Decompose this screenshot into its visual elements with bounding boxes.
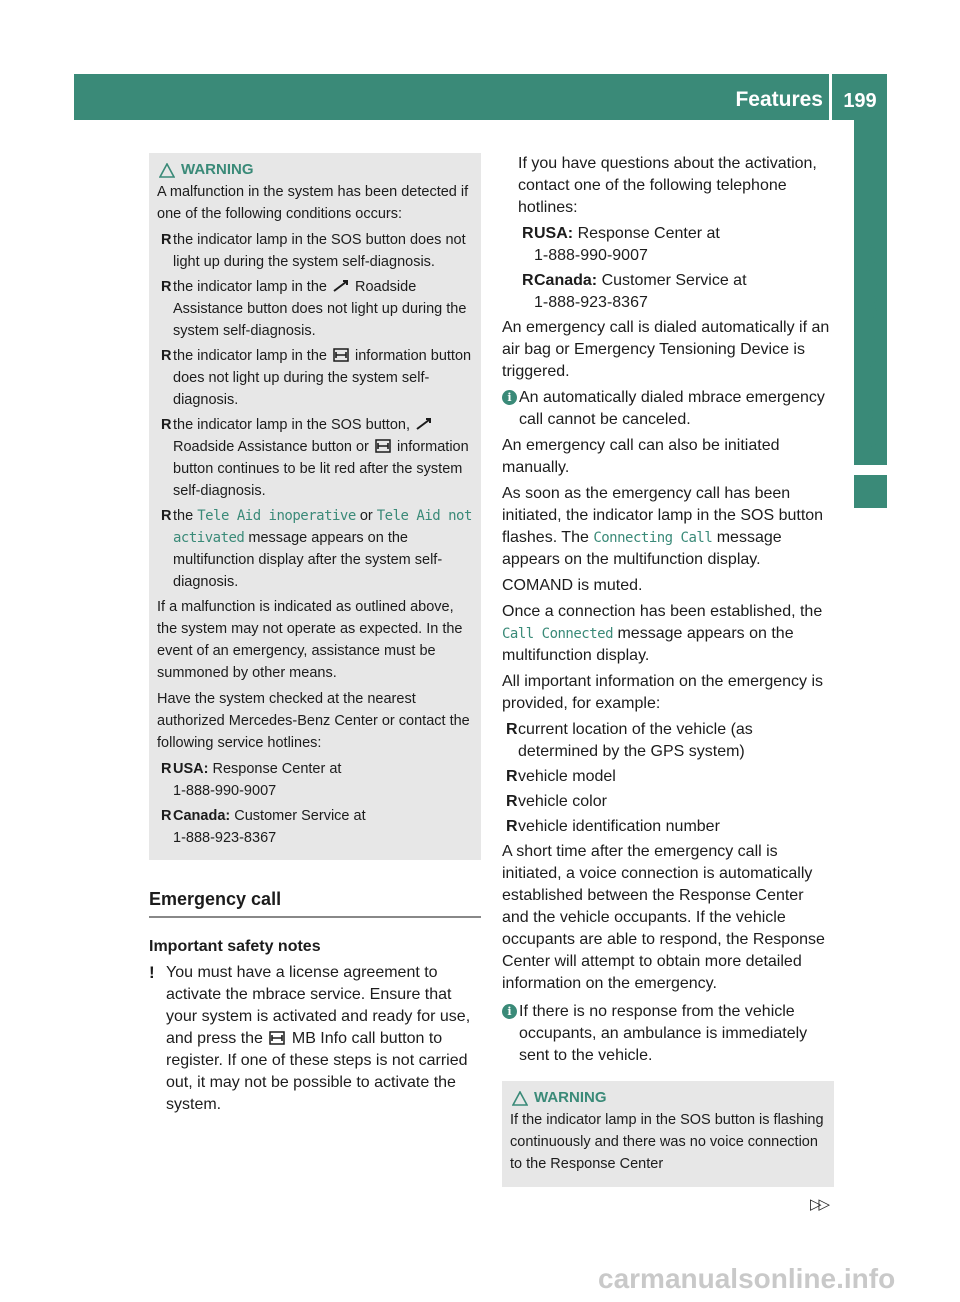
warning-triangle-icon bbox=[159, 163, 175, 178]
paragraph: An emergency call is dialed automatically if an air bag or Emergency Tensioning Device is triggered. bbox=[502, 319, 830, 380]
warning-intro: A malfunction in the system has been detected if one of the following conditions occurs: bbox=[157, 184, 469, 222]
bullet-marker: R bbox=[161, 808, 172, 824]
list-item-text: vehicle identification number bbox=[518, 818, 720, 835]
header-bar bbox=[74, 74, 887, 120]
paragraph-text: Once a connection has been established, the bbox=[502, 603, 823, 620]
display-message: Connecting Call bbox=[593, 530, 713, 546]
hotline-text: Customer Service at bbox=[601, 272, 747, 289]
warning-box bbox=[502, 1081, 834, 1187]
bullet-marker: R bbox=[506, 818, 518, 835]
list-item bbox=[502, 766, 834, 788]
warning-text: If the indicator lamp in the SOS button is flashing continuously and there was no voice connection to the Response Center bbox=[510, 1112, 824, 1172]
caution-note bbox=[149, 962, 481, 1116]
hotline-label: Canada: bbox=[534, 272, 598, 289]
subsection-title: Important safety notes bbox=[149, 938, 321, 955]
bullet-marker: R bbox=[161, 348, 172, 364]
section-title: Emergency call bbox=[149, 888, 481, 918]
bullet-marker: R bbox=[506, 793, 518, 810]
right-column bbox=[502, 153, 834, 1187]
bullet-marker: R bbox=[161, 417, 172, 433]
note-text: An automatically dialed mbrace emergency call cannot be canceled. bbox=[519, 389, 825, 428]
display-message: Tele Aid inoperative bbox=[197, 508, 356, 524]
list-item bbox=[157, 805, 473, 849]
paragraph: COMAND is muted. bbox=[502, 577, 643, 594]
continued-arrow-icon: ▷▷ bbox=[810, 1196, 828, 1213]
paragraph-text: As soon as the emergency call has been initiated, the indicator lamp in the SOS button flashes. The bbox=[502, 485, 824, 546]
side-tab-label: Stowing and features bbox=[859, 243, 882, 457]
note-text: You must have a license agreement to activate the mbrace service. Ensure that your system is activated and ready for use, and press the bbox=[166, 964, 471, 1047]
list-item-text: information button continues to be lit red after the system self-diagnosis. bbox=[173, 439, 469, 499]
list-item-text: the indicator lamp in the bbox=[173, 348, 327, 364]
caution-icon: ! bbox=[149, 963, 155, 982]
list-item bbox=[502, 791, 834, 813]
list-item bbox=[157, 758, 473, 802]
note-text: If there is no response from the vehicle occupants, an ambulance is immediately sent to the vehicle. bbox=[519, 1003, 808, 1064]
warning-triangle-icon bbox=[512, 1091, 528, 1106]
list-item-text: or bbox=[359, 508, 373, 524]
phone-number: 1-888-990-9007 bbox=[173, 783, 277, 799]
hotline-text: Response Center at bbox=[577, 225, 720, 242]
left-column bbox=[149, 153, 481, 1120]
bullet-marker: R bbox=[506, 768, 518, 785]
watermark: carmanualsonline.info bbox=[598, 1263, 896, 1294]
list-item-text: the indicator lamp in the SOS button does not light up during the system self-diagnosis. bbox=[173, 232, 466, 270]
info-icon: i bbox=[502, 1004, 517, 1019]
info-note bbox=[502, 1001, 834, 1067]
list-item-text: Roadside Assistance button does not light up during the system self-diagnosis. bbox=[173, 279, 467, 339]
bullet-marker: R bbox=[161, 508, 172, 524]
bullet-marker: R bbox=[161, 232, 172, 248]
list-item bbox=[518, 270, 834, 314]
page-number: 199 bbox=[843, 90, 877, 112]
paragraph: A short time after the emergency call is initiated, a voice connection is automatically established between the Response Center and the vehicle occupants. If the vehicle occupants are able to respond, the Response Center will attempt to obtain more detailed information on the emergency. bbox=[502, 843, 825, 992]
roadside-assistance-icon bbox=[333, 279, 349, 293]
hotline-text: Customer Service at bbox=[234, 808, 366, 824]
warning-title: WARNING bbox=[181, 161, 254, 178]
bullet-marker: R bbox=[161, 761, 172, 777]
header-title: Features bbox=[735, 88, 823, 111]
list-item bbox=[157, 414, 473, 502]
note-text: MB Info call button to register. If one of these steps is not carried out, it may not be possible to activate the system. bbox=[166, 1030, 468, 1113]
paragraph bbox=[502, 483, 834, 571]
list-item-text: message appears on the multifunction display after the system self-diagnosis. bbox=[173, 530, 443, 590]
list-item-text: vehicle color bbox=[518, 793, 607, 810]
warning-title: WARNING bbox=[534, 1089, 607, 1106]
phone-number: 1-888-923-8367 bbox=[534, 294, 648, 311]
list-item-text: the indicator lamp in the bbox=[173, 279, 327, 295]
list-item bbox=[157, 276, 473, 342]
bullet-marker: R bbox=[522, 272, 534, 289]
hotline-label: USA: bbox=[534, 225, 574, 242]
list-item bbox=[518, 223, 834, 267]
warning-header bbox=[157, 159, 473, 181]
bullet-marker: R bbox=[161, 279, 172, 295]
list-item bbox=[157, 345, 473, 411]
roadside-assistance-icon bbox=[416, 417, 432, 431]
list-item-text: current location of the vehicle (as determined by the GPS system) bbox=[518, 721, 753, 760]
hotline-text: Response Center at bbox=[212, 761, 342, 777]
list-item-text: the indicator lamp in the SOS button, bbox=[173, 417, 410, 433]
info-note bbox=[502, 387, 834, 431]
info-icon: i bbox=[502, 390, 517, 405]
paragraph: All important information on the emergency is provided, for example: bbox=[502, 673, 824, 712]
warning-paragraph: Have the system checked at the nearest authorized Mercedes-Benz Center or contact the following service hotlines: bbox=[157, 691, 470, 751]
paragraph: An emergency call can also be initiated manually. bbox=[502, 437, 780, 476]
warning-box bbox=[149, 153, 481, 860]
paragraph: If you have questions about the activation, contact one of the following telephone hotlines: bbox=[518, 155, 817, 216]
hotline-label: Canada: bbox=[173, 808, 231, 824]
paragraph-text: message appears on the multifunction display. bbox=[502, 625, 794, 664]
paragraph bbox=[502, 601, 834, 667]
bullet-marker: R bbox=[522, 225, 534, 242]
information-button-icon bbox=[269, 1031, 285, 1045]
information-button-icon bbox=[333, 348, 349, 362]
list-item bbox=[157, 505, 473, 593]
phone-number: 1-888-990-9007 bbox=[534, 247, 648, 264]
list-item bbox=[157, 229, 473, 273]
phone-number: 1-888-923-8367 bbox=[173, 830, 277, 846]
side-tab-block bbox=[854, 475, 887, 508]
hotline-label: USA: bbox=[173, 761, 209, 777]
list-item bbox=[502, 719, 834, 763]
bullet-marker: R bbox=[506, 721, 518, 738]
display-message: Tele Aid not activated bbox=[173, 508, 472, 546]
list-item-text: vehicle model bbox=[518, 768, 616, 785]
paragraph-text: message appears on the multifunction display. bbox=[502, 529, 782, 568]
list-item-text: the bbox=[173, 508, 194, 524]
header-separator bbox=[829, 74, 832, 120]
list-item-text: information button does not light up during the system self-diagnosis. bbox=[173, 348, 472, 408]
list-item-text: Roadside Assistance button or bbox=[173, 439, 369, 455]
list-item bbox=[502, 816, 834, 838]
warning-paragraph: If a malfunction is indicated as outlined above, the system may not operate as expected. In the event of an emergency, assistance must be summoned by other means. bbox=[157, 599, 463, 681]
information-button-icon bbox=[375, 439, 391, 453]
warning-header bbox=[510, 1087, 826, 1109]
display-message: Call Connected bbox=[502, 626, 614, 642]
